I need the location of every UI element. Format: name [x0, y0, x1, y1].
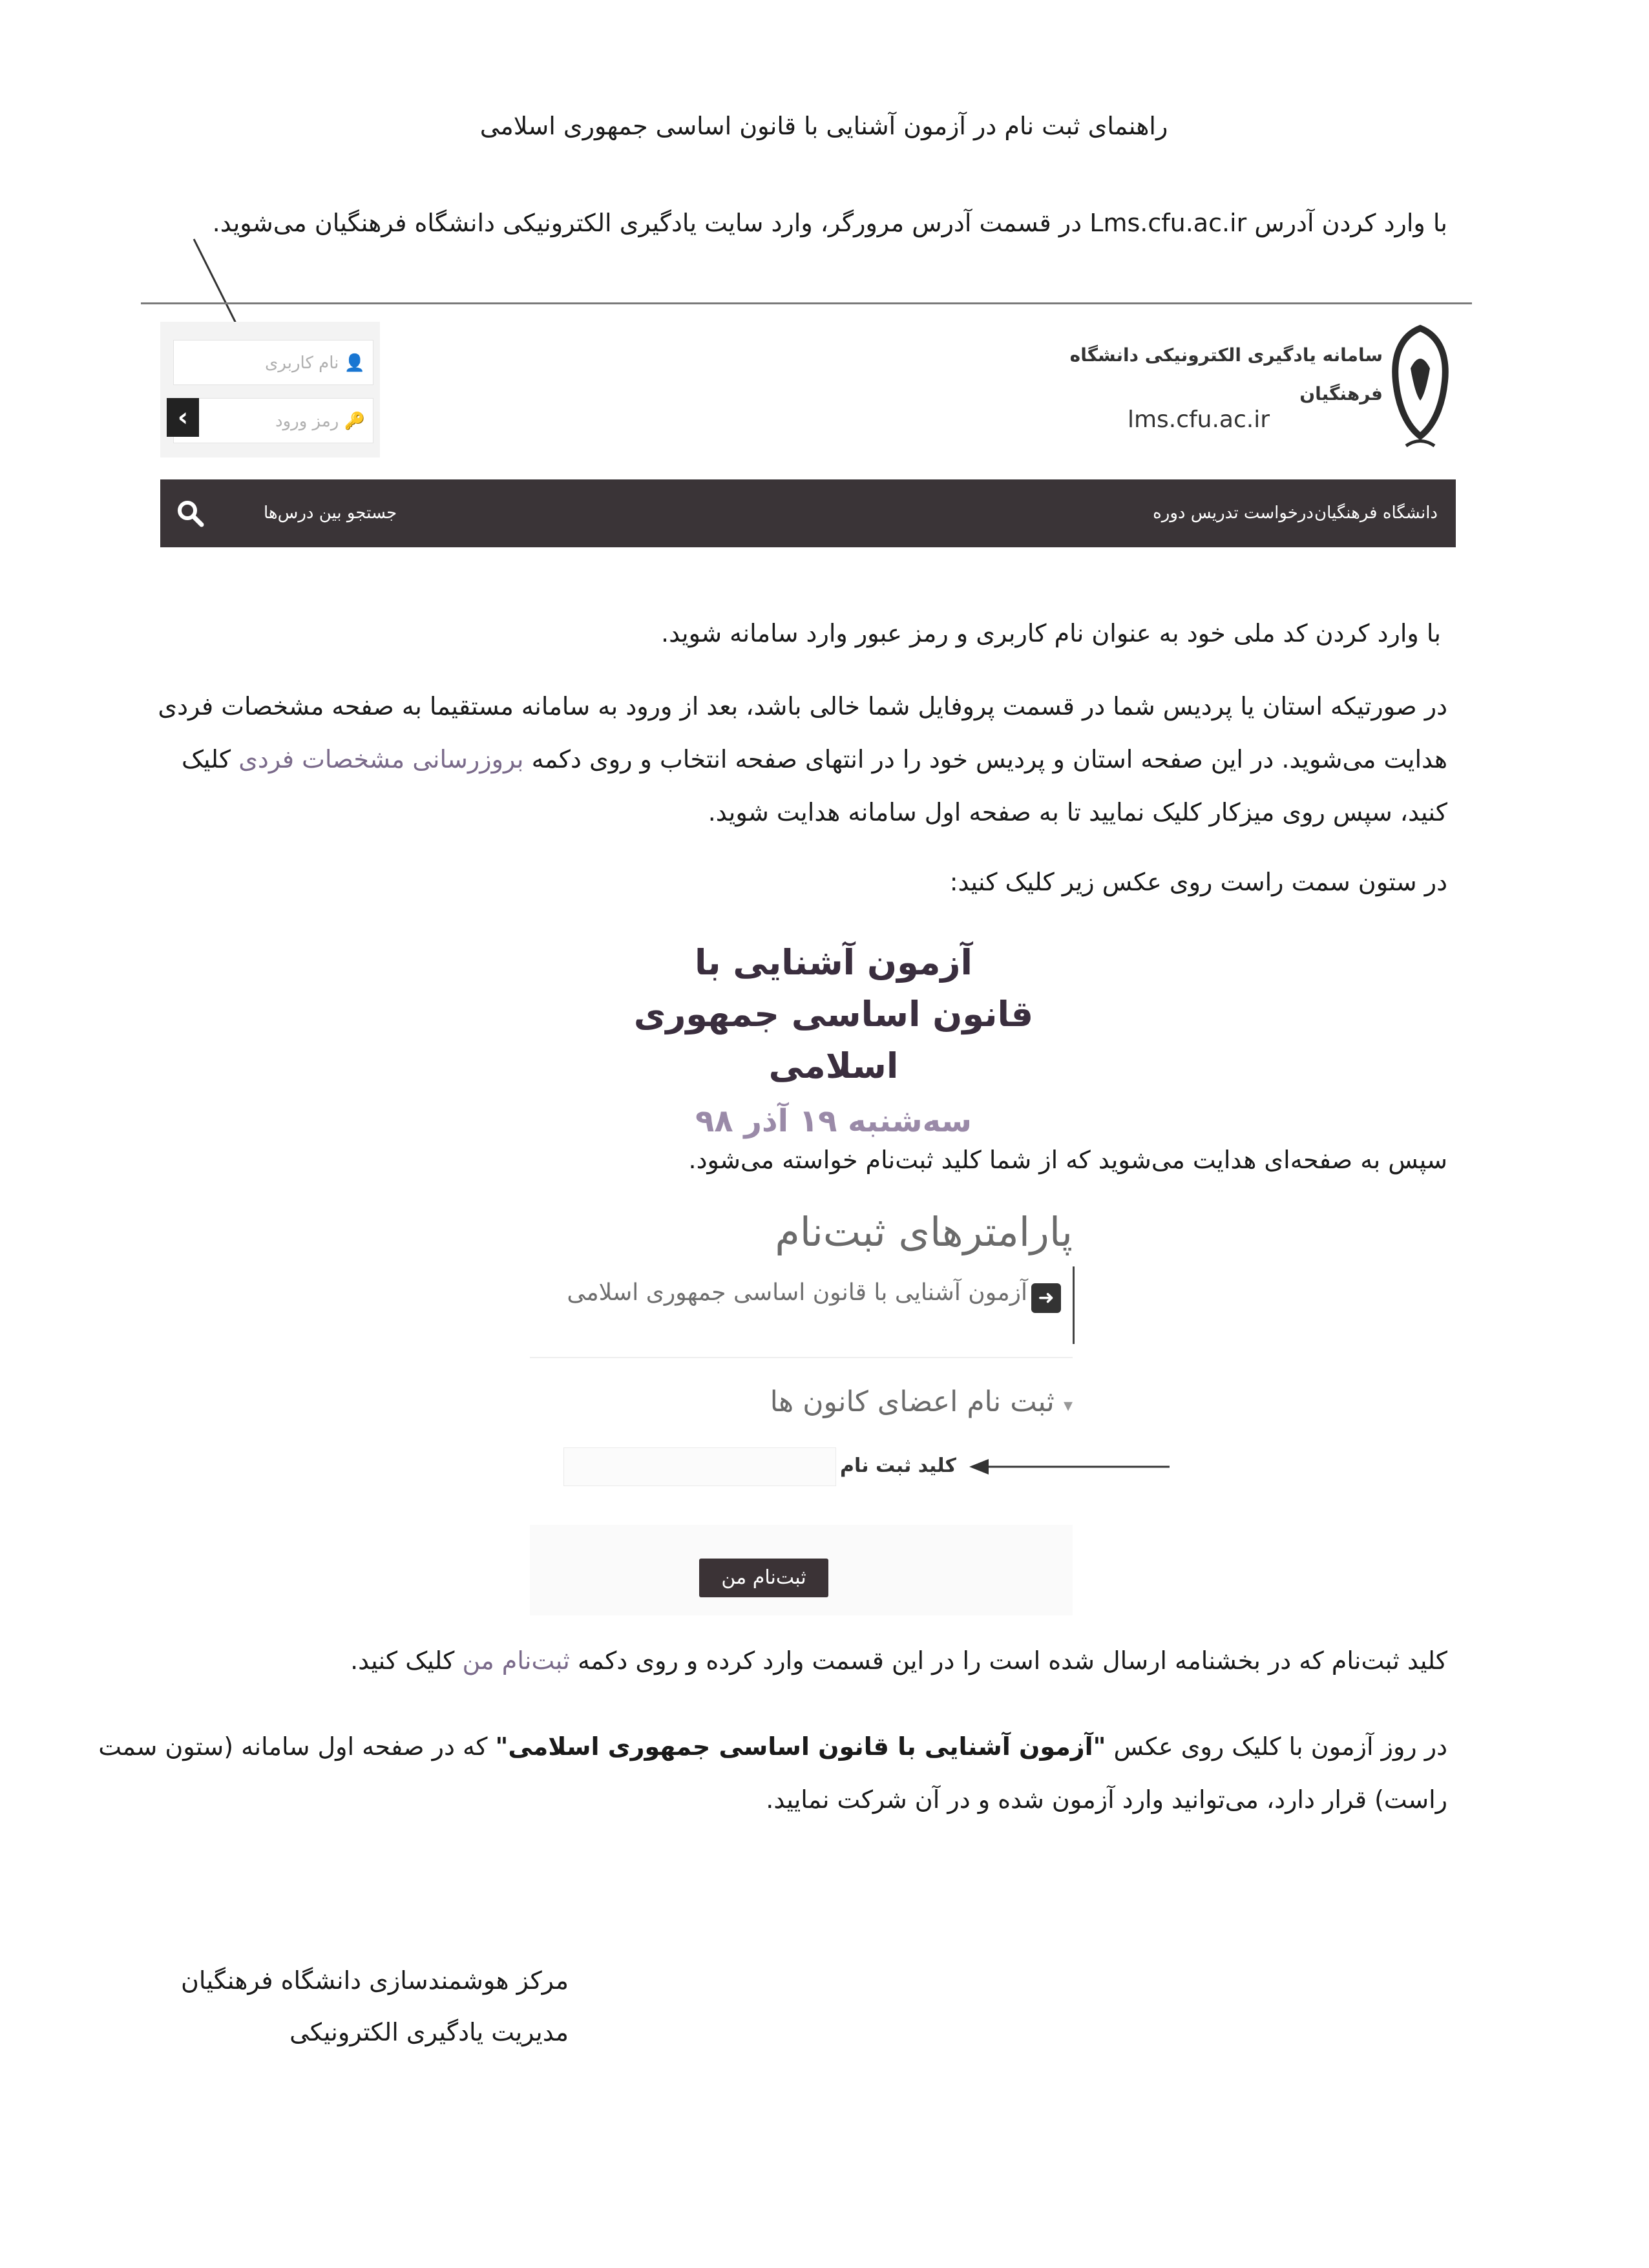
nav-request-course[interactable]: درخواست تدریس دوره — [1153, 503, 1314, 523]
university-logo-icon — [1388, 323, 1453, 459]
exam-day-prefix: در روز آزمون با کلیک روی عکس — [1113, 1732, 1447, 1761]
right-column-instruction: در ستون سمت راست روی عکس زیر کلیک کنید: — [949, 868, 1447, 896]
intro-prefix: با وارد کردن آدرس — [1254, 209, 1447, 237]
exam-banner[interactable] — [620, 937, 1047, 1150]
intro-url: Lms.cfu.ac.ir — [1089, 209, 1247, 237]
update-profile-highlight: بروزرسانی مشخصات فردی — [238, 745, 524, 773]
profile-para-line1: در صورتیکه استان یا پردیس شما در قسمت پروفایل شما خالی باشد، بعد از ورود به سامانه مستقیما به صفحه مشخصات فردی — [158, 692, 1447, 720]
username-input[interactable] — [173, 340, 373, 385]
username-placeholder: نام کاربری — [265, 353, 339, 373]
caret-down-icon: ▾ — [1063, 1394, 1073, 1416]
profile-para-prefix: هدایت می‌شوید. در این صفحه استان و پردیس خود را در انتهای صفحه انتخاب و روی دکمه — [531, 745, 1447, 773]
sign-in-icon: ➜ — [1031, 1283, 1061, 1313]
exam-day-bold: "آزمون آشنایی با قانون اساسی جمهوری اسلامی" — [495, 1732, 1106, 1761]
login-submit-button[interactable]: › — [167, 398, 199, 437]
enrollment-key-input[interactable] — [563, 1447, 836, 1486]
enrollment-key-label: کلید ثبت نام — [840, 1454, 956, 1477]
signature-line1: مرکز هوشمندسازی دانشگاه فرهنگیان — [180, 1966, 569, 1995]
key-instruction-suffix: کلیک کنید. — [350, 1646, 455, 1675]
nav-university[interactable]: دانشگاه فرهنگیان — [1314, 503, 1438, 523]
site-url: lms.cfu.ac.ir — [1127, 406, 1270, 433]
search-icon[interactable] — [174, 498, 205, 529]
intro-suffix: در قسمت آدرس مرورگر، وارد سایت یادگیری الکترونیکی دانشگاه فرهنگیان می‌شوید. — [212, 209, 1082, 237]
login-box — [160, 322, 380, 457]
members-enrollment-label: ثبت نام اعضای کانون ها — [770, 1385, 1055, 1418]
site-navbar — [160, 479, 1456, 547]
key-icon: 🔑 — [344, 412, 365, 431]
exam-enrollment-row — [530, 1266, 1075, 1344]
site-name: سامانه یادگیری الکترونیکی دانشگاه فرهنگیان — [1069, 344, 1383, 404]
login-instruction: با وارد کردن کد ملی خود به عنوان نام کاربری و رمز عبور وارد سامانه شوید. — [661, 619, 1441, 647]
nav-search-courses[interactable]: جستجو بین درس‌ها — [264, 503, 397, 523]
key-instruction-prefix: کلید ثبت‌نام که در بخشنامه ارسال شده است را در این قسمت وارد کرده و روی دکمه — [577, 1646, 1447, 1675]
exam-day-suffix: که در صفحه اول سامانه (ستون سمت — [98, 1732, 488, 1761]
key-arrow-annotation — [969, 1454, 1176, 1480]
intro-paragraph — [212, 200, 1447, 246]
profile-para-suffix: کلیک — [181, 745, 231, 773]
screenshot-top-divider — [141, 302, 1472, 304]
password-placeholder: رمز ورود — [275, 412, 339, 431]
banner-date: سه‌شنبه ۱۹ آذر ۹۸ — [695, 1103, 972, 1139]
signature-line2: مدیریت یادگیری الکترونیکی — [289, 2018, 569, 2046]
profile-para-line3: کنید، سپس روی میزکار کلیک نمایید تا به صفحه اول سامانه هدایت شوید. — [708, 798, 1447, 826]
enroll-me-highlight: ثبت‌نام من — [462, 1646, 570, 1675]
exam-day-line1 — [98, 1724, 1447, 1769]
exam-enrollment-label: آزمون آشنایی با قانون اساسی جمهوری اسلامی — [567, 1279, 1027, 1306]
password-input[interactable] — [173, 398, 373, 443]
enrollment-params-title: پارامترهای ثبت‌نام — [775, 1208, 1073, 1255]
banner-line2: قانون اساسی جمهوری اسلامی — [633, 994, 1034, 1086]
exam-day-line2: راست) قرار دارد، می‌توانید وارد آزمون شده و در آن شرکت نمایید. — [766, 1785, 1447, 1814]
document-title: راهنمای ثبت نام در آزمون آشنایی با قانون اساسی جمهوری اسلامی — [479, 112, 1168, 140]
banner-line1: آزمون آشنایی با — [695, 942, 972, 983]
user-icon: 👤 — [344, 353, 365, 373]
enrollment-separator — [530, 1357, 1073, 1358]
redirect-instruction: سپس به صفحه‌ای هدایت می‌شوید که از شما کلید ثبت‌نام خواسته می‌شود. — [688, 1146, 1447, 1174]
enroll-me-button[interactable]: ثبت‌نام من — [699, 1559, 828, 1597]
members-enrollment-section[interactable] — [743, 1376, 1073, 1431]
profile-para-line2 — [174, 737, 1447, 782]
key-instruction — [350, 1638, 1447, 1683]
